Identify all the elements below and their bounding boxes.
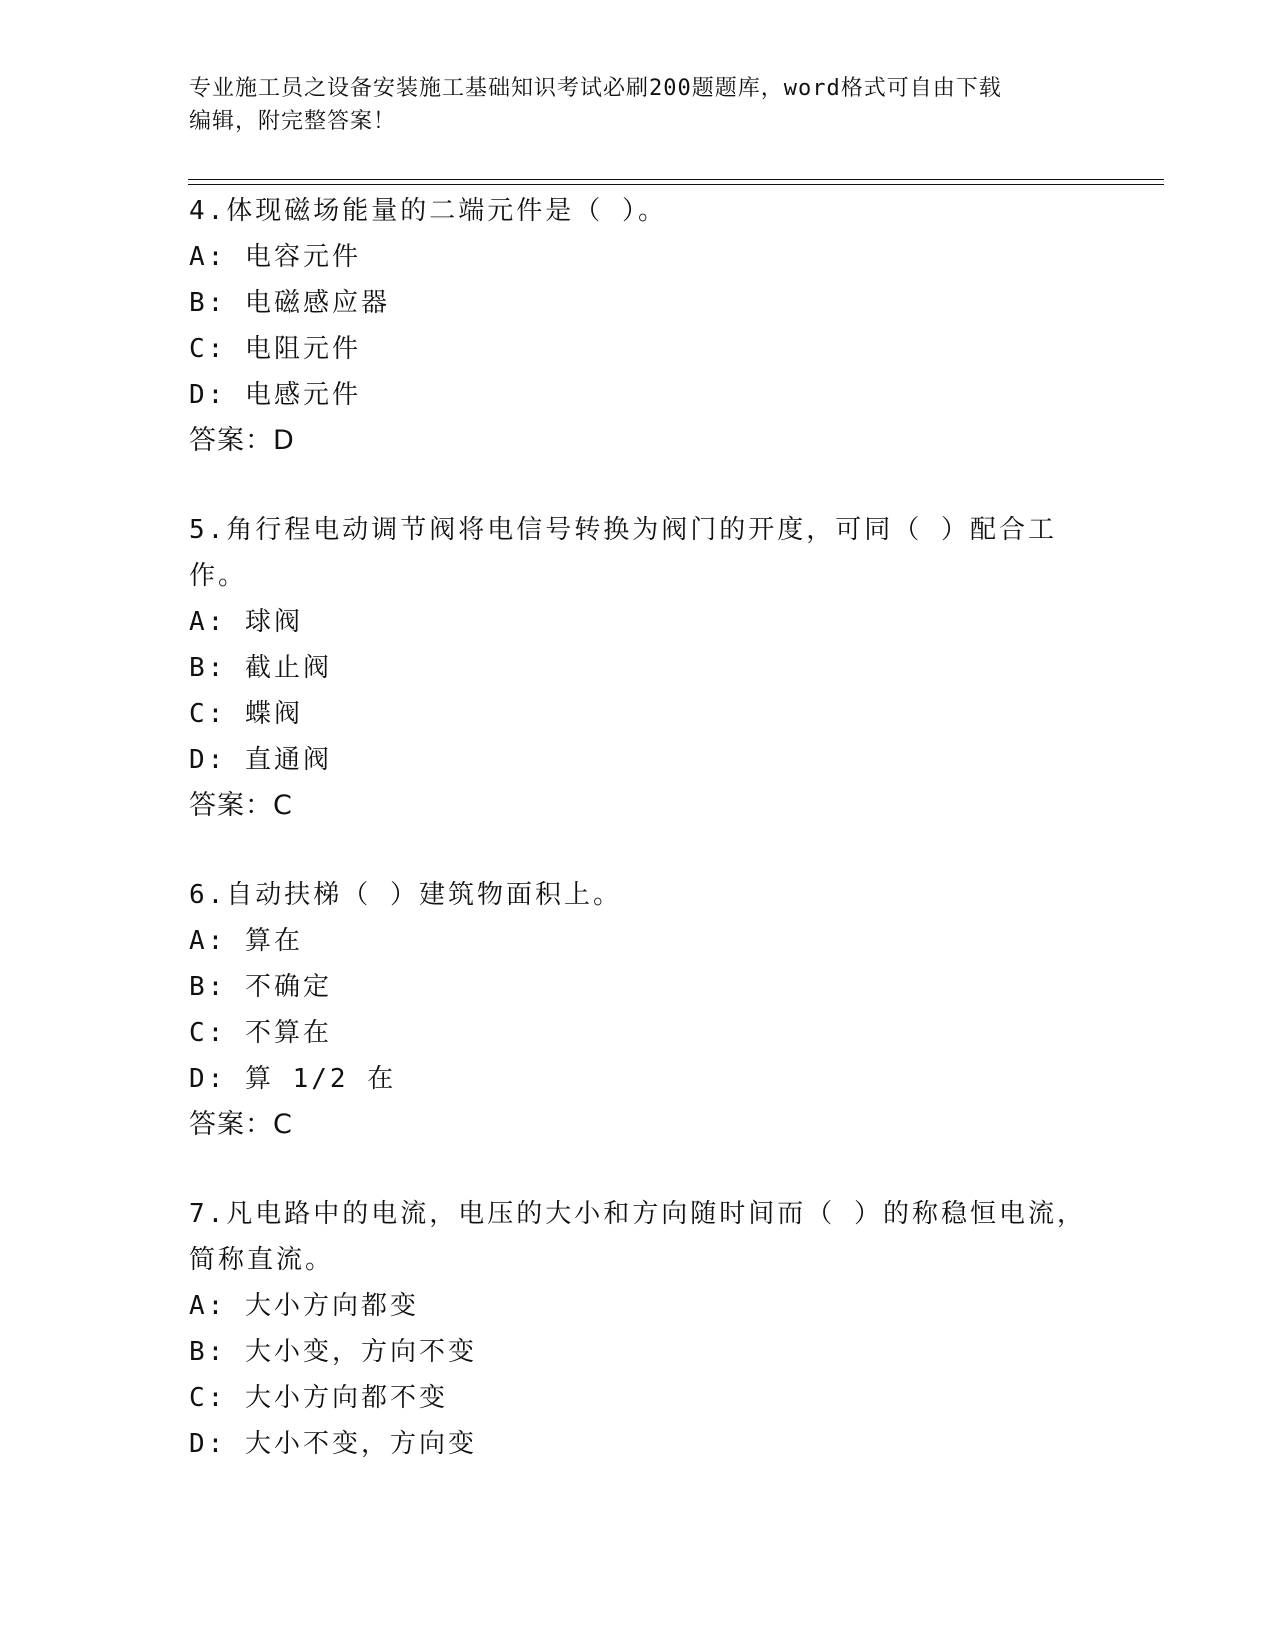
answer: 答案：C [189, 1109, 293, 1140]
question-5 [189, 507, 1089, 829]
question-stem: 5.角行程电动调节阀将电信号转换为阀门的开度，可同（ ）配合工作。 [189, 515, 1057, 591]
option-a: A: 算在 [189, 926, 303, 956]
question-stem: 4.体现磁场能量的二端元件是（ ）。 [189, 196, 667, 226]
option-c: C: 大小方向都不变 [189, 1383, 448, 1413]
option-d: D: 电感元件 [189, 380, 361, 410]
header-divider-bottom [188, 184, 1164, 185]
answer: 答案：D [189, 425, 295, 456]
option-a: A: 电容元件 [189, 242, 361, 272]
option-d: D: 直通阀 [189, 745, 332, 775]
answer: 答案：C [189, 790, 293, 821]
option-c: C: 电阻元件 [189, 334, 361, 364]
option-d: D: 算 1/2 在 [189, 1064, 397, 1094]
header-divider-top [188, 179, 1164, 180]
header-line-1: 专业施工员之设备安装施工基础知识考试必刷200题题库，word格式可自由下载 [189, 76, 1002, 101]
document-header [189, 72, 1089, 138]
option-c: C: 不算在 [189, 1018, 332, 1048]
option-d: D: 大小不变，方向变 [189, 1429, 477, 1459]
header-line-2: 编辑，附完整答案！ [189, 109, 397, 134]
question-stem: 7.凡电路中的电流，电压的大小和方向随时间而（ ）的称稳恒电流，简称直流。 [189, 1199, 1086, 1275]
question-7 [189, 1191, 1089, 1467]
option-b: B: 电磁感应器 [189, 288, 390, 318]
question-stem: 6.自动扶梯（ ）建筑物面积上。 [189, 880, 622, 910]
question-4 [189, 188, 1089, 464]
option-b: B: 大小变，方向不变 [189, 1337, 477, 1367]
option-c: C: 蝶阀 [189, 699, 303, 729]
question-6 [189, 872, 1089, 1148]
option-a: A: 球阀 [189, 607, 303, 637]
option-b: B: 截止阀 [189, 653, 332, 683]
option-b: B: 不确定 [189, 972, 332, 1002]
option-a: A: 大小方向都变 [189, 1291, 419, 1321]
